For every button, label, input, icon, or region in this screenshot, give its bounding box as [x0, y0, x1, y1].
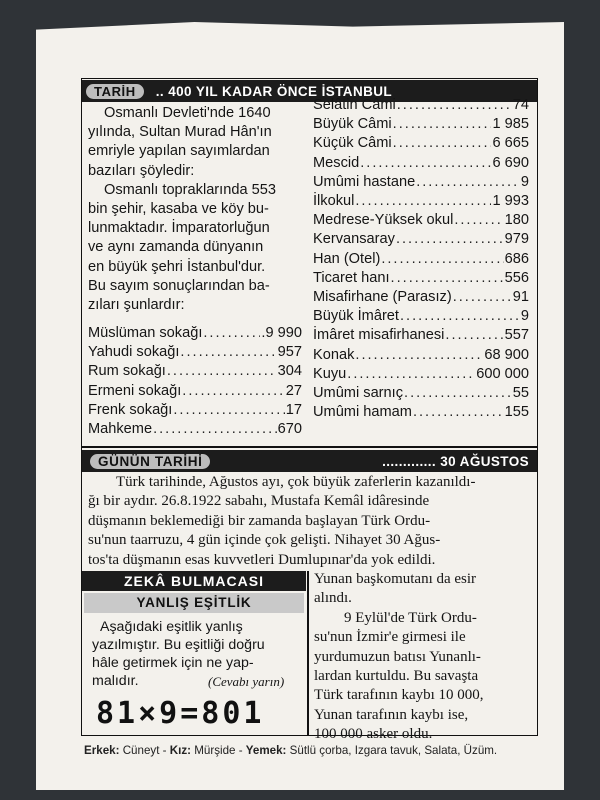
zeka-divider: [307, 571, 309, 735]
dot-leader: [393, 134, 492, 153]
list-item-name: Kuyu: [313, 365, 347, 382]
list-item-value: 670: [277, 421, 302, 438]
list-item: [313, 269, 529, 288]
section-divider: [82, 446, 537, 448]
list-item-value: 17: [285, 401, 302, 418]
list-item: [313, 365, 529, 384]
tarih-title: .. 400 YIL KADAR ÖNCE İSTANBUL: [155, 83, 393, 99]
list-item-name: Kervansaray: [313, 231, 395, 248]
list-item-name: Selâtin Câmi: [313, 97, 396, 113]
paragraph-line: 100 000 asker oldu.: [314, 726, 433, 743]
list-item-name: Frenk sokağı: [88, 401, 173, 418]
list-item: [313, 346, 529, 365]
list-item-value: 304: [277, 363, 302, 380]
list-item-value: 55: [512, 385, 529, 402]
list-item-name: Mahkeme: [88, 421, 153, 438]
list-item-name: Han (Otel): [313, 250, 381, 267]
list-item-value: 1 993: [492, 193, 529, 210]
paragraph-line: Yunan tarafının kaybı ise,: [314, 706, 469, 723]
list-item-name: Rum sokağı: [88, 363, 166, 380]
list-item: [313, 96, 529, 115]
list-item-value: 600 000: [476, 365, 529, 382]
list-item-name: Misafirhane (Parasız): [313, 289, 452, 306]
list-item-value: 6 665: [492, 135, 529, 152]
list-item: [313, 250, 529, 269]
footer-line: Erkek: Cüneyt - Kız: Mürşide - Yemek: Sütlü çorba, Izgara tavuk, Salata, Üzüm.: [84, 744, 498, 757]
list-item-value: 68 900: [484, 346, 529, 363]
intro-line: lunmaktadır. İmparatorluğun: [88, 220, 270, 237]
list-item-name: Büyük İmâret: [313, 308, 399, 325]
list-item-name: İlkokul: [313, 193, 355, 210]
paragraph-line: yurdumuzun batısı Yunanlı-: [314, 648, 481, 665]
list-item: [313, 307, 529, 326]
list-item: [88, 382, 302, 401]
list-item: [88, 343, 302, 362]
list-item-name: Müslüman sokağı: [88, 325, 203, 341]
list-item-value: 180: [504, 212, 529, 229]
list-item-name: Ticaret hanı: [313, 269, 390, 286]
list-item: [313, 384, 529, 403]
paragraph-line: alındı.: [314, 590, 352, 607]
dot-leader: [153, 420, 277, 439]
dot-leader: [347, 365, 475, 384]
list-item-name: Küçük Câmi: [313, 135, 392, 152]
footer-erkek: Cüneyt: [122, 744, 160, 757]
paragraph-line: su'nun İzmir'e girmesi ile: [314, 629, 466, 646]
intro-line: bin şehir, kasaba ve köy bu-: [88, 201, 269, 218]
dot-leader: [180, 343, 276, 362]
dot-leader: [381, 250, 503, 269]
list-item: [88, 420, 302, 439]
intro-line: yılında, Sultan Murad Hân'ın: [88, 124, 272, 141]
list-item: [313, 326, 529, 345]
list-item: [313, 134, 529, 153]
intro-line: Bu sayım sonuçlarından ba-: [88, 277, 270, 294]
zeka-answer-note: (Cevabı yarın): [208, 674, 285, 689]
footer-erkek-label: Erkek:: [84, 744, 120, 757]
paragraph-line: Türk tarihinde, Ağustos ayı, çok büyük zaferlerin kazanıldı-: [116, 474, 476, 490]
dot-leader: [454, 211, 503, 230]
question-line: Aşağıdaki eşitlik yanlış: [100, 619, 243, 635]
dot-leader: [203, 324, 260, 343]
list-item: [313, 154, 529, 173]
list-item-name: Büyük Câmi: [313, 116, 392, 133]
dot-leader: [391, 269, 504, 288]
list-item-value: 74: [512, 97, 529, 113]
dot-leader: [393, 115, 492, 134]
list-item: [313, 173, 529, 192]
intro-line: Osmanlı topraklarında 553: [104, 181, 276, 198]
intro-line: bazıları şöyledir:: [88, 162, 195, 179]
tarih-right-list: [313, 96, 529, 422]
gunun-tarihi-header: [82, 450, 537, 472]
list-item-name: Umûmi hamam: [313, 404, 412, 421]
dot-leader: [400, 307, 520, 326]
dot-leader: [355, 192, 491, 211]
paragraph-line: su'nun taarruzu, 4 gün içinde çok gelişti. Nihayet 30 Ağus-: [88, 532, 441, 549]
dot-leader: [397, 96, 512, 115]
dot-leader: [404, 384, 512, 403]
list-item-value: 957: [277, 344, 302, 361]
list-item-name: Medrese-Yüksek okul: [313, 212, 454, 229]
dot-leader: [173, 401, 284, 420]
dot-leader: [360, 154, 491, 173]
paragraph-line: tos'ta düşmanın esas kuvvetleri Dumlupınar'da yok edildi.: [88, 551, 436, 568]
list-item-value: 155: [504, 404, 529, 421]
paragraph-line: Türk tarafının kaybı 10 000,: [314, 687, 484, 704]
question-line: malıdır.: [92, 673, 139, 689]
intro-line: Osmanlı Devleti'nde 1640: [104, 105, 271, 121]
list-item-name: Yahudi sokağı: [88, 344, 180, 361]
gunun-tarihi-text: [88, 473, 532, 570]
zeka-header: [82, 571, 306, 591]
footer-kiz-label: Kız:: [169, 744, 191, 757]
dot-leader: [413, 403, 504, 422]
gunun-tarihi-tag: GÜNÜN TARİHİ: [90, 454, 210, 469]
dot-leader: [416, 173, 520, 192]
dot-leader: [167, 362, 277, 381]
tarih-tag: TARİH: [86, 84, 144, 99]
list-item-name: İmâret misafirhanesi: [313, 327, 445, 344]
list-item: [88, 324, 302, 343]
question-line: hâle getirmek için ne yap-: [92, 655, 254, 671]
list-item: [313, 211, 529, 230]
paragraph-line: düşmanın beklemediği bir zamanda başlayan Türk Ordu-: [88, 512, 431, 529]
list-item-name: Umûmi sarnıç: [313, 385, 404, 402]
list-item-value: 91: [512, 289, 529, 306]
list-item: [88, 362, 302, 381]
list-item-value: 6 690: [492, 154, 529, 171]
paragraph-line: ğı bir aydır. 26.8.1922 sabahı, Mustafa Kemâl idâresinde: [88, 493, 430, 510]
tarih-intro: [88, 104, 310, 315]
zeka-subtitle: YANLIŞ EŞİTLİK: [84, 593, 304, 613]
intro-line: ve aynı zamanda dünyanın: [88, 239, 264, 256]
footer-yemek: Sütlü çorba, Izgara tavuk, Salata, Üzüm.: [289, 744, 498, 757]
paragraph-line: Yunan başkomutanı da esir: [314, 571, 477, 587]
footer-yemek-label: Yemek:: [245, 744, 287, 757]
dot-leader: [355, 346, 483, 365]
list-item-name: Konak: [313, 346, 355, 363]
footer-kiz: Mürşide: [194, 744, 236, 757]
paragraph-line: 9 Eylül'de Türk Ordu-: [344, 609, 477, 626]
list-item-value: 9: [520, 308, 529, 325]
list-item-value: 1 985: [492, 116, 529, 133]
question-line: yazılmıştır. Bu eşitliği doğru: [92, 637, 265, 653]
list-item: [313, 230, 529, 249]
zeka-equation: 81×9=801: [96, 696, 265, 731]
dot-leader: [453, 288, 512, 307]
intro-line: zıları şunlardır:: [88, 297, 185, 314]
list-item-value: 27: [285, 382, 302, 399]
list-item: [88, 401, 302, 420]
gunun-tarihi-date: ............. 30 AĞUSTOS: [382, 453, 529, 469]
zeka-tag: ZEKÂ BULMACASI: [124, 573, 264, 589]
list-item: [313, 403, 529, 422]
list-item: [313, 288, 529, 307]
list-item-value: 979: [504, 231, 529, 248]
tarih-left-list: [88, 324, 302, 439]
gunun-tarihi-continued: [314, 570, 532, 745]
list-item-name: Mescid: [313, 154, 360, 171]
list-item: [313, 115, 529, 134]
list-item-value: .9 990: [261, 325, 302, 341]
dot-leader: [396, 230, 504, 249]
list-item-name: Ermeni sokağı: [88, 382, 182, 399]
list-item-name: Umûmi hastane: [313, 173, 416, 190]
list-item-value: 557: [504, 327, 529, 344]
paragraph-line: lardan kurtuldu. Bu savaşta: [314, 668, 479, 685]
list-item: [313, 192, 529, 211]
dot-leader: [445, 326, 503, 345]
dot-leader: [182, 382, 284, 401]
list-item-value: 9: [520, 173, 529, 190]
list-item-value: 556: [504, 269, 529, 286]
intro-line: en büyük şehri İstanbul'dur.: [88, 258, 266, 275]
list-item-value: 686: [504, 250, 529, 267]
intro-line: emriyle yapılan sayımlardan: [88, 143, 270, 160]
